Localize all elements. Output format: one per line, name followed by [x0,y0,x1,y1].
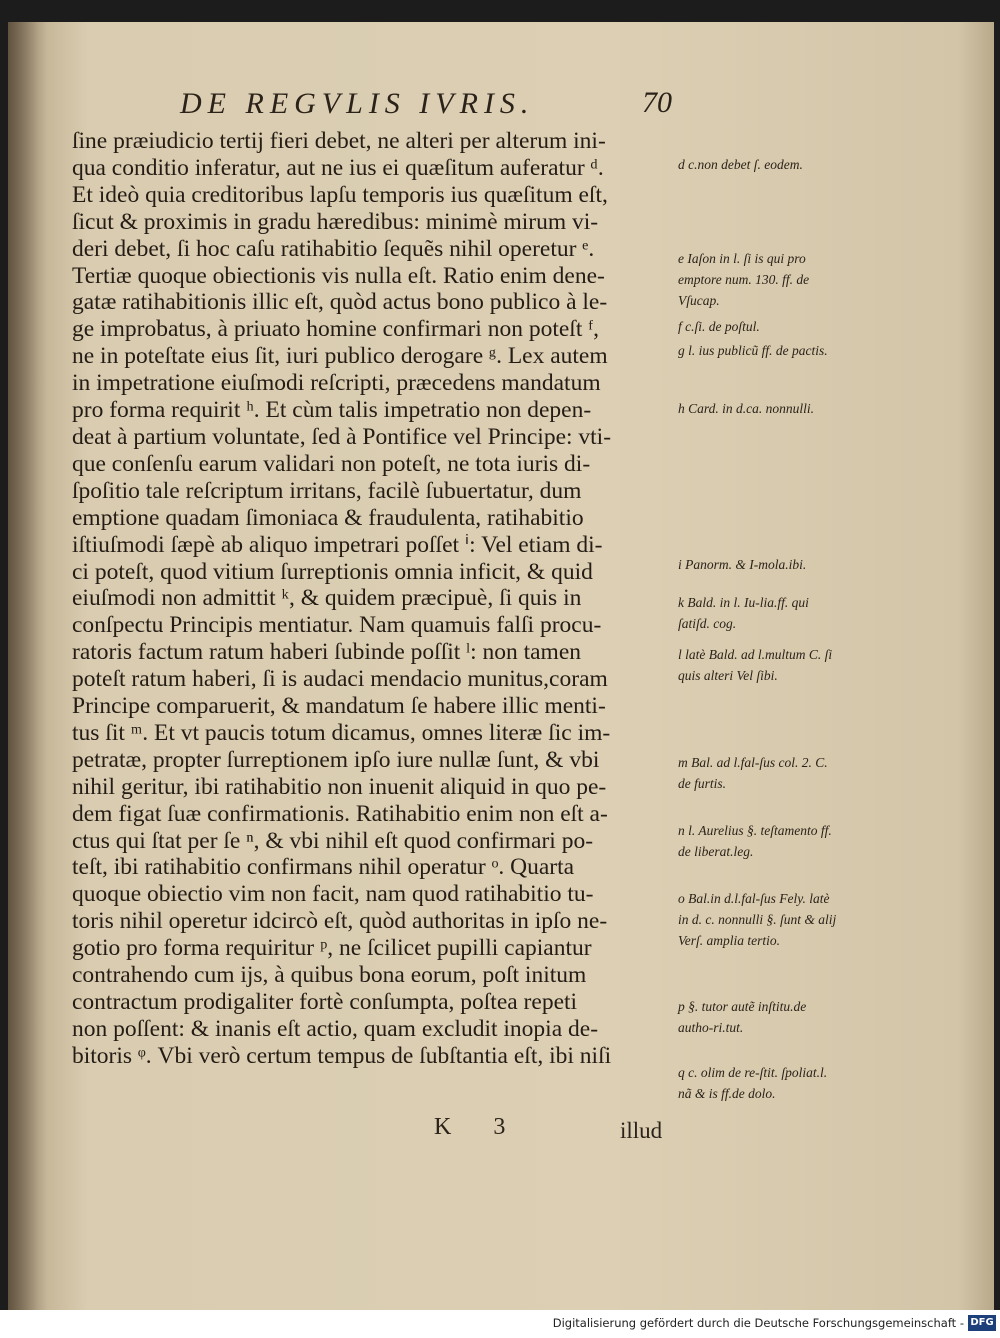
text-line: petratæ, propter ſurreptionem ipſo iure nullæ ſunt, & vbi [72,746,600,773]
text-line: contrahendo cum ijs, à quibus bona eorum, poſt initum [72,962,587,989]
catchword: illud [620,1118,663,1143]
margin-note: o Bal.in d.l.fal-ſus Fely. latè in d. c. nonnulli §. ſunt & alij Verſ. amplia tertio. [678,891,837,948]
text-line: ſpoſitio tale reſcriptum irritans, facilè ſubuertatur, dum [72,477,582,504]
main-text-block [72,128,692,1070]
text-line: qua conditio inferatur, aut ne ius ei quæſitum auferatur ᵈ. [72,154,604,181]
text-line: Et ideò quia creditoribus lapſu temporis ius quæſitum eſt, [72,181,608,208]
text-line: Tertiæ quoque obiectionis vis nulla eſt. Ratio enim dene- [72,262,605,289]
page-gutter-shadow [8,22,48,1310]
signature-mark: K 3 [434,1114,524,1140]
text-line: Principe comparuerit, & mandatum ſe habere illic menti- [72,693,606,720]
text-line: poteſt ratum haberi, ſi is audaci mendacio munitus,coram [72,666,608,693]
margin-note: h Card. in d.ca. nonnulli. [678,401,815,416]
text-line: ratoris factum ratum haberi ſubinde poſſit ˡ: non tamen [72,639,582,666]
margin-note: m Bal. ad l.fal-ſus col. 2. C. de furtis. [678,755,828,791]
text-line: eiuſmodi non admittit ᵏ, & quidem præcipuè, ſi quis in [72,585,582,612]
dfg-logo: DFG [968,1315,996,1331]
text-line: deat à partium voluntate, ſed à Pontifice vel Principe: vti- [72,423,612,450]
text-line: nihil geritur, ibi ratihabitio non inuenit aliquid in quo pe- [72,773,607,800]
text-line: dem figat ſuæ confirmationis. Ratihabitio enim non eſt a- [72,800,608,827]
text-line: ſine præiudicio tertij fieri debet, ne alteri per alterum ini- [72,128,606,154]
margin-note: k Bald. in l. Iu-lia.ff. qui ſatiſd. cog. [678,595,809,631]
text-line: que conſenſu earum validari non poteſt, ne tota iuris di- [72,450,591,477]
text-line: toris nihil operetur idcircò eſt, quòd authoritas in ipſo ne- [72,908,608,935]
margin-note: g l. ius publicũ ff. de pactis. [678,343,828,358]
text-line: teſt, ibi ratihabitio confirmans nihil operatur ᵒ. Quarta [72,854,575,881]
text-line: iſtiuſmodi ſæpè ab aliquo impetrari poſſet ⁱ: Vel etiam di- [72,531,603,558]
text-line: quoque obiectio vim non facit, nam quod ratihabitio tu- [72,881,594,908]
book-page [8,22,994,1310]
text-line: tus ſit ᵐ. Et vt paucis totum dicamus, omnes literæ ſic im- [72,719,611,746]
margin-note: p §. tutor autẽ inſtitu.de autho-ri.tut. [678,999,807,1035]
text-line: gatæ ratihabitionis illic eſt, quòd actus bono publico à le- [72,289,608,316]
text-line: emptione quadam ſimoniaca & fraudulenta, ratihabitio [72,504,584,531]
page-number: 70 [642,86,672,119]
margin-note: q c. olim de re-ſtit. ſpoliat.l. nã & is ff.de dolo. [678,1065,828,1101]
text-line: ge improbatus, à priuato homine confirmari non poteſt ᶠ, [72,316,599,343]
text-line: conſpectu Principis mentiatur. Nam quamuis falſi procu- [72,612,602,639]
running-title: DE REGVLIS IVRIS. [180,87,535,120]
text-line: ſicut & proximis in gradu hæredibus: minimè mirum vi- [72,208,599,235]
text-line: non poſſent: & inanis eſt actio, quam excludit inopia de- [72,1015,599,1042]
text-line: gotio pro forma requiritur ᵖ, ne ſcilicet pupilli capiantur [72,935,592,962]
margin-note: i Panorm. & I-mola.ibi. [678,557,807,572]
margin-note: n l. Aurelius §. teſtamento ff. de liberat.leg. [678,823,832,859]
text-line: deri debet, ſi hoc caſu ratihabitio ſequẽs nihil operetur ᵉ. [72,235,595,262]
margin-note: e Iaſon in l. ſi is qui pro emptore num. 130. ff. de Vſucap. [678,251,810,308]
margin-note: d c.non debet ſ. eodem. [678,157,803,172]
text-line: pro forma requirit ʰ. Et cùm talis impetratio non depen- [72,397,592,424]
text-line: ctus qui ſtat per ſe ⁿ, & vbi nihil eſt quod confirmari po- [72,827,594,854]
text-line: bitoris ᵠ. Vbi verò certum tempus de ſubſtantia eſt, ibi niſi [72,1042,612,1069]
text-line: in impetratione eiuſmodi reſcripti, præcedens mandatum [72,370,601,397]
text-line: ne in poteſtate eius ſit, iuri publico derogare ᵍ. Lex autem [72,343,608,370]
text-line: contractum prodigaliter fortè conſumpta, poſtea repeti [72,989,578,1015]
text-line: ci poteſt, quod vitium ſurreptionis omnia inficit, & quid [72,558,593,585]
digitization-footer [0,1310,1000,1338]
margin-note: f c.ſi. de poſtul. [678,319,760,334]
margin-note: l latè Bald. ad l.multum C. ſi quis alteri Vel ſibi. [678,647,833,683]
funding-credit: Digitalisierung gefördert durch die Deutsche Forschungsgemeinschaft - [552,1316,964,1330]
